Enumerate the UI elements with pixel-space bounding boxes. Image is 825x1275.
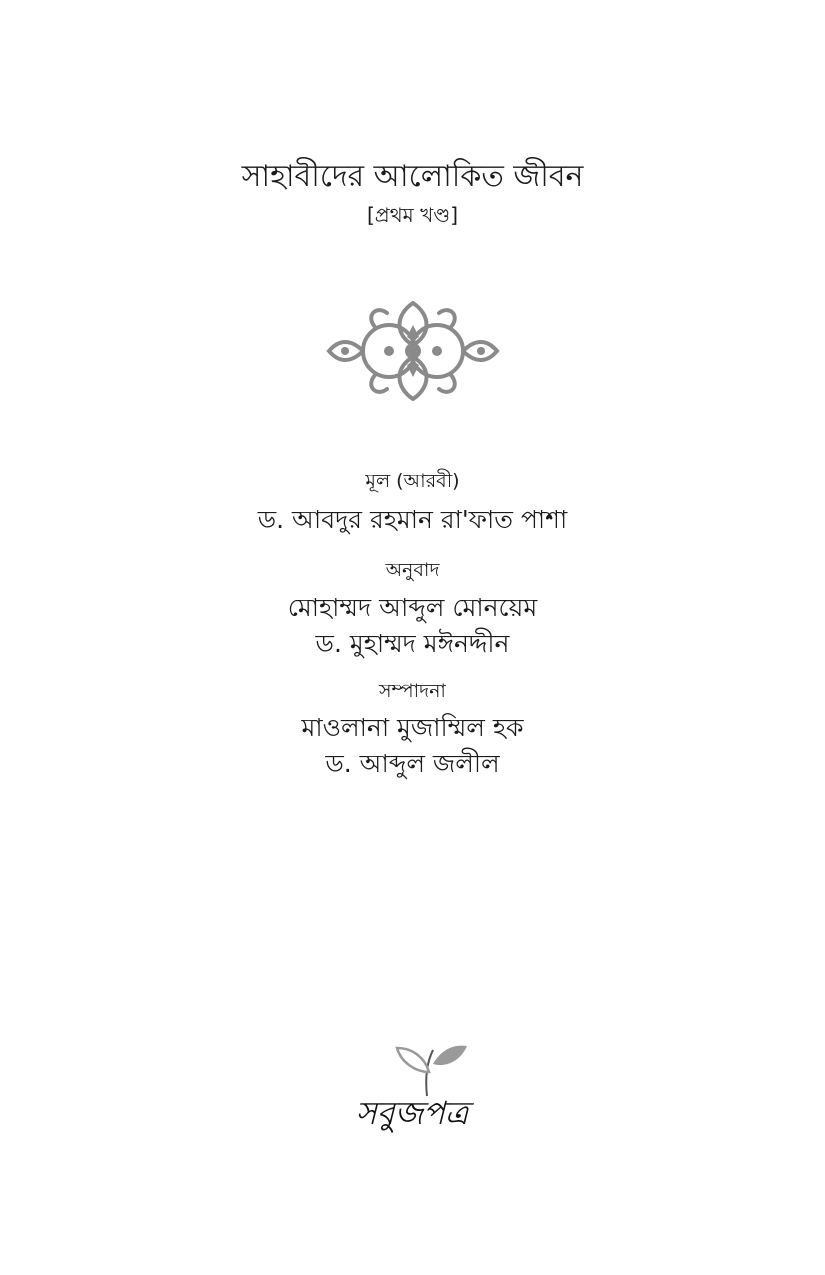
editing-label: সম্পাদনা xyxy=(379,680,446,702)
publisher-logo-text: সবুজপত্র xyxy=(355,1094,469,1132)
translation-label: অনুবাদ xyxy=(385,559,440,581)
editor-name: ড. আব্দুল জলীল xyxy=(325,749,500,778)
volume-label: [প্রথম খণ্ড] xyxy=(366,203,459,227)
translator-name: ড. মুহাম্মদ মঈনদ্দীন xyxy=(315,629,510,658)
translator-name: মোহাম্মদ আব্দুল মোনয়েম xyxy=(287,593,538,622)
leaf-icon xyxy=(397,1046,467,1096)
publisher-logo xyxy=(345,1038,480,1138)
book-title: সাহাবীদের আলোকিত জীবন xyxy=(241,159,584,194)
author-name: ড. আবদুর রহমান রা'ফাত পাশা xyxy=(257,505,568,534)
floral-ornament-icon xyxy=(325,295,501,407)
editor-name: মাওলানা মুজাম্মিল হক xyxy=(301,713,524,742)
original-label: মূল (আরবী) xyxy=(365,470,460,492)
